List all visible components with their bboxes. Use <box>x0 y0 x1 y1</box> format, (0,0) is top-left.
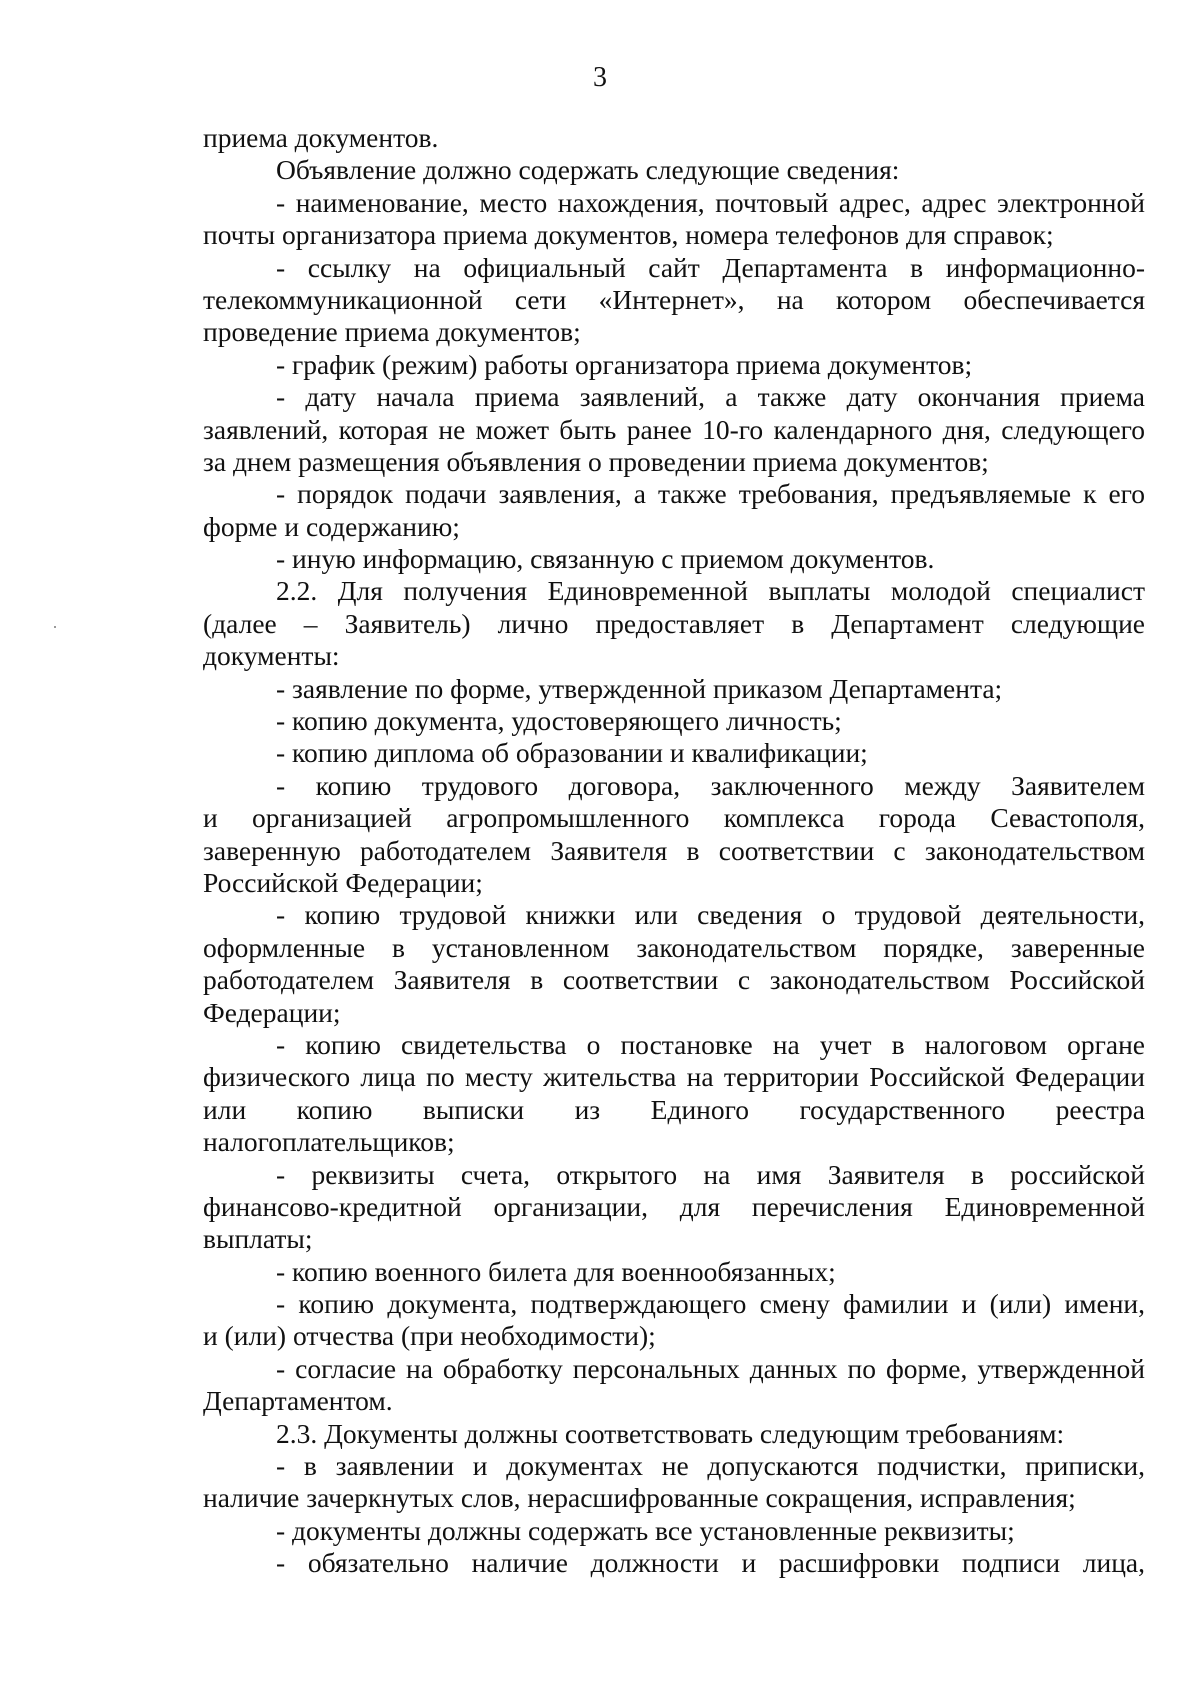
text-line: 2.2. Для получения Единовременной выплаты молодой специалист <box>276 575 1145 607</box>
text-line: - копию документа, подтверждающего смену фамилии и (или) имени, <box>276 1288 1145 1320</box>
text-line: оформленные в установленном законодательством порядке, заверенные <box>203 931 1145 963</box>
text-line: форме и содержанию; <box>203 510 460 542</box>
page-number: 3 <box>593 62 607 93</box>
text-line: за днем размещения объявления о проведении приема документов; <box>203 445 989 477</box>
text-line: и (или) отчества (при необходимости); <box>203 1320 656 1352</box>
text-line: - ссылку на официальный сайт Департамента в информационно- <box>276 251 1145 283</box>
text-line: - копию трудового договора, заключенного между Заявителем <box>276 769 1145 801</box>
text-line: - копию документа, удостоверяющего личность; <box>276 705 842 737</box>
text-line: - документы должны содержать все установленные реквизиты; <box>276 1514 1015 1546</box>
document-body <box>203 122 1145 1580</box>
text-line: - в заявлении и документах не допускаются подчистки, приписки, <box>276 1450 1145 1482</box>
text-line: документы: <box>203 640 340 672</box>
text-line: заявлений, которая не может быть ранее 10-го календарного дня, следующего <box>203 413 1145 445</box>
text-line: выплаты; <box>203 1223 313 1255</box>
text-line: работодателем Заявителя в соответствии с законодательством Российской <box>203 964 1145 996</box>
text-line: физического лица по месту жительства на территории Российской Федерации <box>203 1061 1145 1093</box>
text-line: финансово-кредитной организации, для перечисления Единовременной <box>203 1190 1145 1222</box>
text-line: заверенную работодателем Заявителя в соответствии с законодательством <box>203 834 1145 866</box>
text-line: Российской Федерации; <box>203 866 483 898</box>
text-line: проведение приема документов; <box>203 316 581 348</box>
text-line: - копию свидетельства о постановке на учет в налоговом органе <box>276 1028 1145 1060</box>
text-line: приема документов. <box>203 122 439 153</box>
text-line: - наименование, место нахождения, почтовый адрес, адрес электронной <box>276 186 1145 218</box>
text-line: телекоммуникационной сети «Интернет», на котором обеспечивается <box>203 283 1145 315</box>
text-line: Федерации; <box>203 996 341 1028</box>
text-line: Департаментом. <box>203 1385 393 1417</box>
text-line: - согласие на обработку персональных данных по форме, утвержденной <box>276 1352 1145 1384</box>
text-line: (далее – Заявитель) лично предоставляет в Департамент следующие <box>203 607 1145 639</box>
text-line: - копию трудовой книжки или сведения о трудовой деятельности, <box>276 899 1145 931</box>
text-line: 2.3. Документы должны соответствовать следующим требованиям: <box>276 1417 1065 1449</box>
text-line: наличие зачеркнутых слов, нерасшифрованные сокращения, исправления; <box>203 1482 1076 1514</box>
text-line: или копию выписки из Единого государственного реестра <box>203 1093 1145 1125</box>
text-line: - иную информацию, связанную с приемом документов. <box>276 543 935 575</box>
text-line: - копию военного билета для военнообязанных; <box>276 1255 836 1287</box>
text-line: почты организатора приема документов, номера телефонов для справок; <box>203 219 1054 251</box>
text-line: Объявление должно содержать следующие сведения: <box>276 154 900 186</box>
text-line: налогоплательщиков; <box>203 1126 455 1158</box>
text-line: - дату начала приема заявлений, а также дату окончания приема <box>276 381 1145 413</box>
text-line: - реквизиты счета, открытого на имя Заявителя в российской <box>276 1158 1145 1190</box>
text-line: - копию диплома об образовании и квалификации; <box>276 737 868 769</box>
text-line: - график (режим) работы организатора приема документов; <box>276 348 973 380</box>
text-line: - порядок подачи заявления, а также требования, предъявляемые к его <box>276 478 1145 510</box>
text-line: - заявление по форме, утвержденной приказом Департамента; <box>276 672 1003 704</box>
scan-speck <box>54 626 56 628</box>
text-line: - обязательно наличие должности и расшифровки подписи лица, <box>276 1547 1145 1579</box>
text-line: и организацией агропромышленного комплекса города Севастополя, <box>203 802 1145 834</box>
